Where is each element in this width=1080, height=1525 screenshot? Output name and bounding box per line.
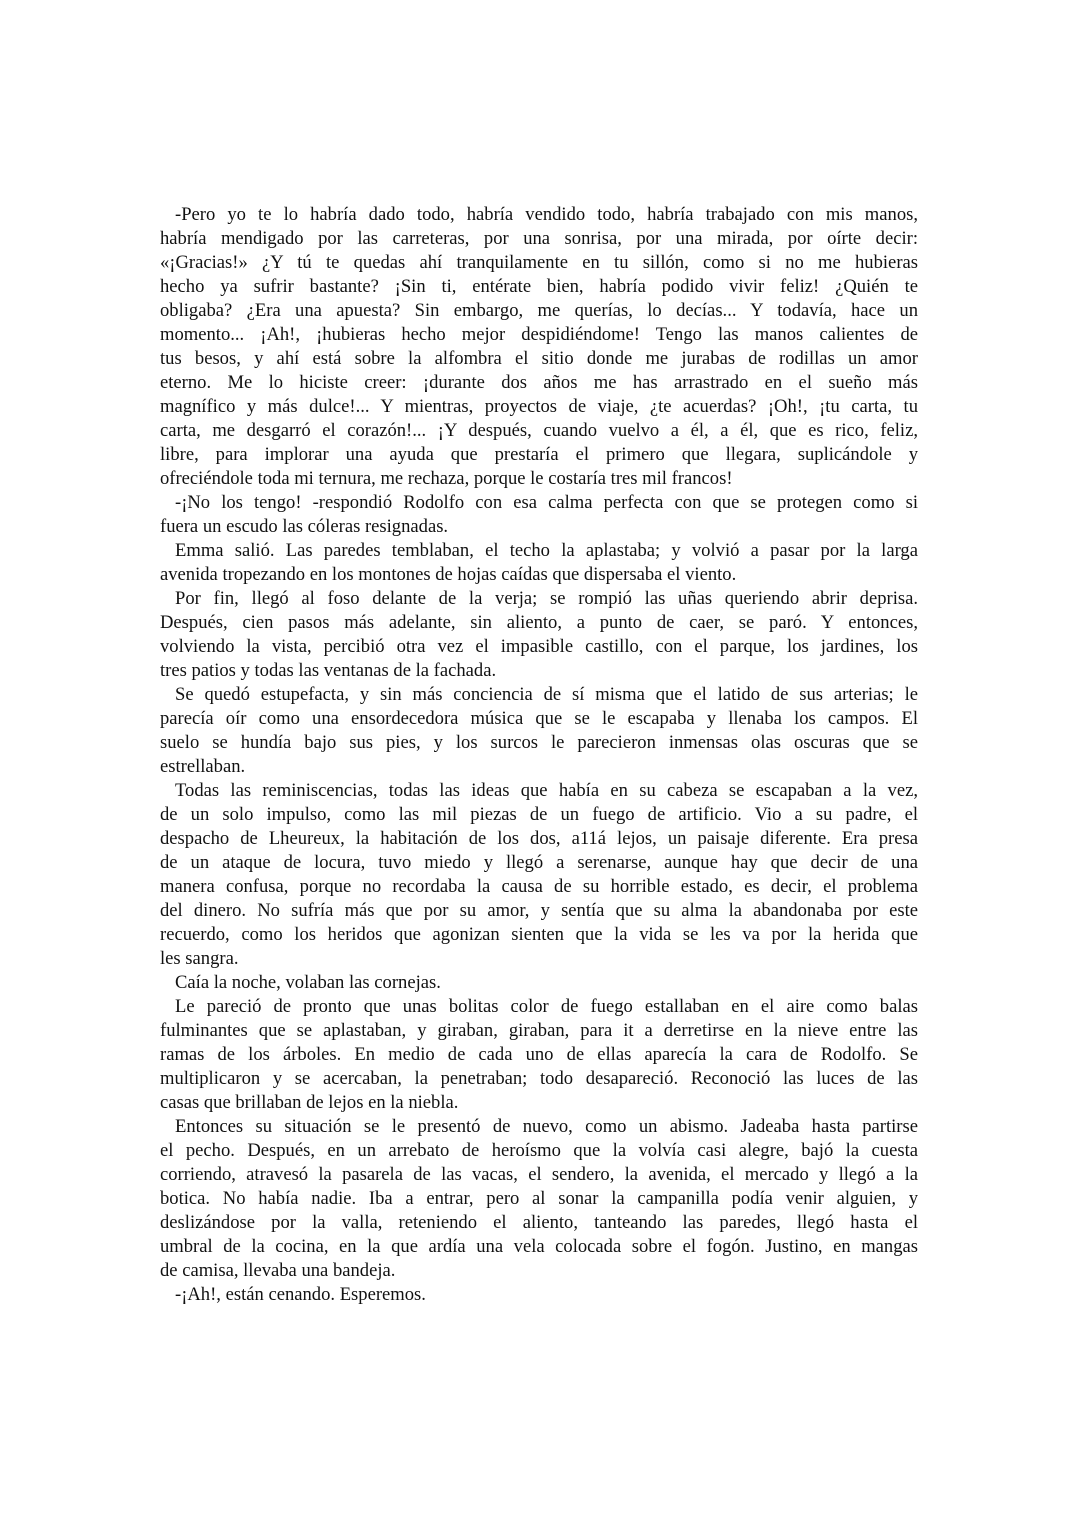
text-line: magnífico y más dulce!... Y mientras, proyectos de viaje, ¿te acuerdas? ¡Oh!, ¡tu carta, tu	[160, 396, 918, 417]
text-line: el pecho. Después, en un arrebato de heroísmo que la volvía casi alegre, bajó la cuesta	[160, 1140, 918, 1161]
text-line: obligaba? ¿Era una apuesta? Sin embargo, me querías, lo decías... Y todavía, hace un	[160, 300, 918, 321]
paragraph	[160, 491, 918, 539]
text-line: umbral de la cocina, en la que ardía una vela colocada sobre el fogón. Justino, en mangas	[160, 1236, 918, 1257]
paragraph	[160, 587, 918, 683]
paragraph	[160, 779, 918, 971]
text-line: deslizándose por la valla, reteniendo el aliento, tanteando las paredes, llegó hasta el	[160, 1212, 918, 1233]
text-line: corriendo, atravesó la pasarela de las vacas, el sendero, la avenida, el mercado y llegó a la	[160, 1164, 918, 1185]
text-line: Entonces su situación se le presentó de nuevo, como un abismo. Jadeaba hasta partirse	[175, 1116, 918, 1137]
text-line: habría mendigado por las carreteras, por una sonrisa, por una mirada, por oírte decir:	[160, 228, 918, 249]
text-line: estrellaban.	[160, 756, 246, 777]
text-line: manera confusa, porque no recordaba la causa de su horrible estado, es decir, el problema	[160, 876, 918, 897]
text-line: volviendo la vista, percibió otra vez el impasible castillo, con el parque, los jardines, los	[160, 636, 918, 657]
text-line: tres patios y todas las ventanas de la fachada.	[160, 660, 497, 681]
text-line: suelo se hundía bajo sus pies, y los surcos le parecieron inmensas olas oscuras que se	[160, 732, 918, 753]
text-line: fulminantes que se aplastaban, y giraban, giraban, para it a derretirse en la nieve entre las	[160, 1020, 918, 1041]
text-line: ramas de los árboles. En medio de cada uno de ellas aparecía la cara de Rodolfo. Se	[160, 1044, 918, 1065]
text-line: les sangra.	[160, 948, 239, 969]
text-line: casas que brillaban de lejos en la niebla.	[160, 1092, 459, 1113]
text-line: eterno. Me lo hiciste creer: ¡durante dos años me has arrastrado en el sueño más	[160, 372, 918, 393]
text-line: Emma salió. Las paredes temblaban, el techo la aplastaba; y volvió a pasar por la larga	[175, 540, 918, 561]
text-line: avenida tropezando en los montones de hojas caídas que dispersaba el viento.	[160, 564, 737, 585]
text-line: Caía la noche, volaban las cornejas.	[175, 972, 441, 993]
text-line: multiplicaron y se acercaban, la penetraban; todo desapareció. Reconoció las luces de las	[160, 1068, 918, 1089]
document-body	[160, 203, 918, 1307]
text-line: de un solo impulso, como las mil piezas de un fuego de artificio. Vio a su padre, el	[160, 804, 918, 825]
text-line: -¡No los tengo! -respondió Rodolfo con esa calma perfecta con que se protegen como si	[175, 492, 918, 513]
text-line: de camisa, llevaba una bandeja.	[160, 1260, 396, 1281]
text-line: Después, cien pasos más adelante, sin aliento, a punto de caer, se paró. Y entonces,	[160, 612, 918, 633]
text-line: Le pareció de pronto que unas bolitas color de fuego estallaban en el aire como balas	[175, 996, 918, 1017]
paragraph	[160, 683, 918, 779]
text-line: Por fin, llegó al foso delante de la verja; se rompió las uñas queriendo abrir deprisa.	[175, 588, 918, 609]
text-line: del dinero. No sufría más que por su amor, y sentía que su alma la abandonaba por este	[160, 900, 918, 921]
text-line: Todas las reminiscencias, todas las ideas que había en su cabeza se escapaban a la vez,	[175, 780, 918, 801]
text-line: Se quedó estupefacta, y sin más conciencia de sí misma que el latido de sus arterias; le	[175, 684, 918, 705]
text-line: carta, me desgarró el corazón!... ¡Y después, cuando vuelvo a él, a él, que es rico, feliz,	[160, 420, 918, 441]
paragraph	[160, 539, 918, 587]
text-line: hecho ya sufrir bastante? ¡Sin ti, entérate bien, habría podido vivir feliz! ¿Quién te	[160, 276, 918, 297]
paragraph	[160, 971, 918, 995]
paragraph	[160, 995, 918, 1115]
paragraph	[160, 1283, 918, 1307]
text-line: libre, para implorar una ayuda que prestaría el primero que llegara, suplicándole y	[160, 444, 918, 465]
text-line: parecía oír como una ensordecedora música que se le escapaba y llenaba los campos. El	[160, 708, 918, 729]
text-line: despacho de Lheureux, la habitación de los dos, a11á lejos, un paisaje diferente. Era presa	[160, 828, 918, 849]
text-line: «¡Gracias!» ¿Y tú te quedas ahí tranquilamente en tu sillón, como si no me hubieras	[160, 252, 918, 273]
text-line: botica. No había nadie. Iba a entrar, pero al sonar la campanilla podía venir alguien, y	[160, 1188, 918, 1209]
text-line: fuera un escudo las cóleras resignadas.	[160, 516, 449, 537]
text-line: momento... ¡Ah!, ¡hubieras hecho mejor despidiéndome! Tengo las manos calientes de	[160, 324, 918, 345]
text-line: ofreciéndole toda mi ternura, me rechaza, porque le costaría tres mil francos!	[160, 468, 733, 489]
text-line: tus besos, y ahí está sobre la alfombra el sitio donde me jurabas de rodillas un amor	[160, 348, 918, 369]
paragraph	[160, 203, 918, 491]
text-line: recuerdo, como los heridos que agonizan sienten que la vida se les va por la herida que	[160, 924, 918, 945]
text-line: -¡Ah!, están cenando. Esperemos.	[175, 1284, 426, 1305]
text-line: -Pero yo te lo habría dado todo, habría vendido todo, habría trabajado con mis manos,	[175, 204, 918, 225]
paragraph	[160, 1115, 918, 1283]
text-line: de un ataque de locura, tuvo miedo y llegó a serenarse, aunque hay que decir de una	[160, 852, 918, 873]
